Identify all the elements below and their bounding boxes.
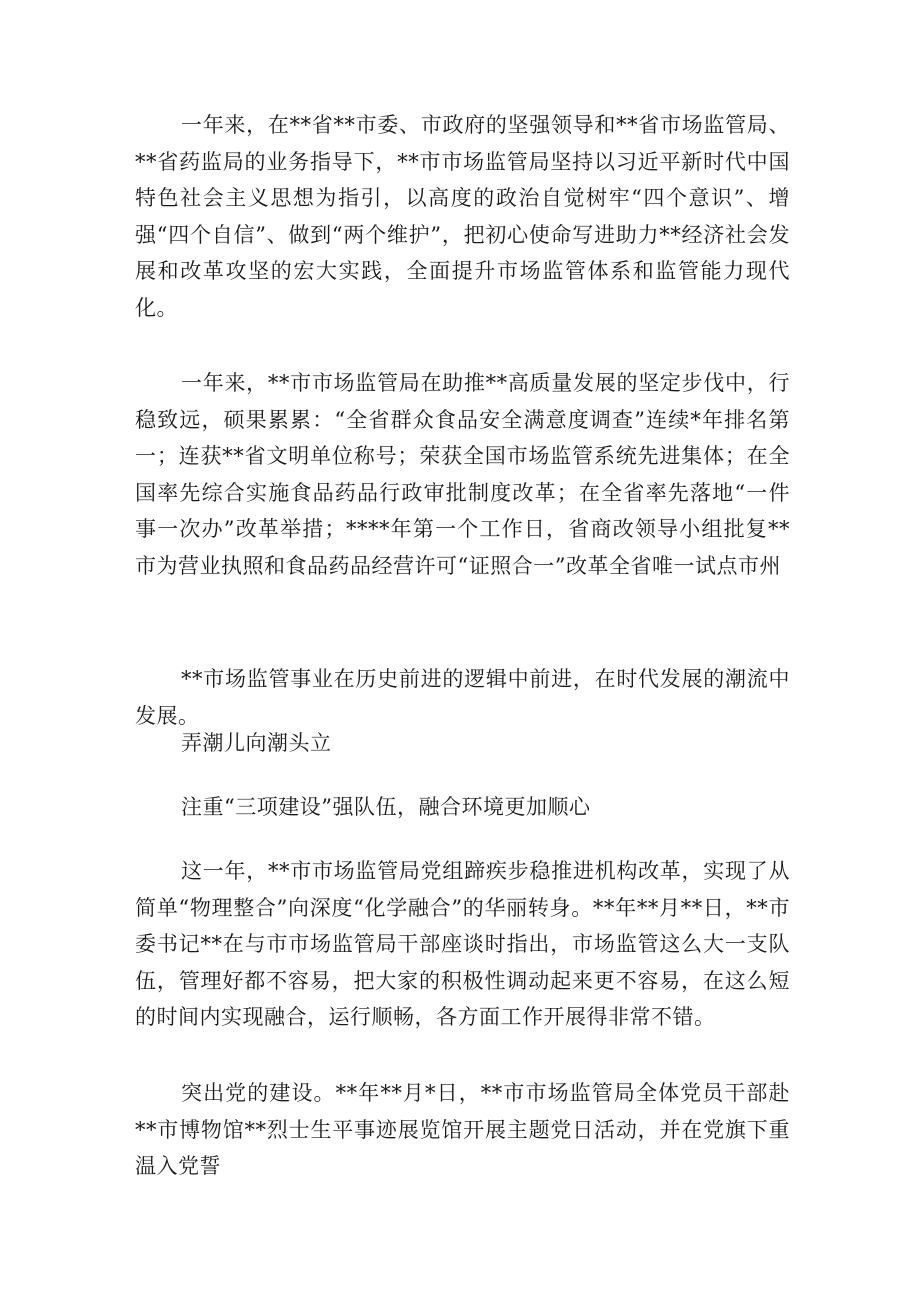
paragraph-development: **市场监管事业在历史前进的逻辑中前进，在时代发展的潮流中发展。 [135,667,790,728]
paragraph-reform: 这一年，**市市场监管局党组蹄疾步稳推进机构改革，实现了从简单“物理整合”向深度“化学融合”的华丽转身。**年**月**日，**市委书记**在与市市场监管局干部座谈时指出，市场监管这么大一支队伍，管理好都不容易，把大家的积极性调动起来更不容易，在这么短的时间内实现融合，运行顺畅，各方面工作开展得非常不错。 [135,859,790,1029]
paragraph-intro: 一年来，在**省**市委、市政府的坚强领导和**省市场监管局、**省药监局的业务指导下，**市市场监管局坚持以习近平新时代中国特色社会主义思想为指引，以高度的政治自觉树牢“四个意识”、增强“四个自信”、做到“两个维护”，把初心使命写进助力**经济社会发展和改革攻坚的宏大实践，全面提升市场监管体系和监管能力现代化。 [135,113,790,320]
paragraph-achievements: 一年来，**市市场监管局在助推**高质量发展的坚定步伐中，行稳致远，硕果累累：“全省群众食品安全满意度调查”连续*年排名第一；连获**省文明单位称号；荣获全国市场监管系统先进集体；在全国率先综合实施食品药品行政审批制度改革；在全省率先落地“一件事一次办”改革举措；****年第一个工作日，省商改领导小组批复**市为营业执照和食品药品经营许可“证照合一”改革全省唯一试点市州 [135,371,790,578]
section-heading: 弄潮儿向潮头立 [181,731,332,755]
subsection-heading: 注重“三项建设”强队伍，融合环境更加顺心 [181,795,591,819]
paragraph-party-building: 突出党的建设。**年**月*日，**市市场监管局全体党员干部赴**市博物馆**烈士生平事迹展览馆开展主题党日活动，并在党旗下重温入党誓 [135,1081,790,1178]
